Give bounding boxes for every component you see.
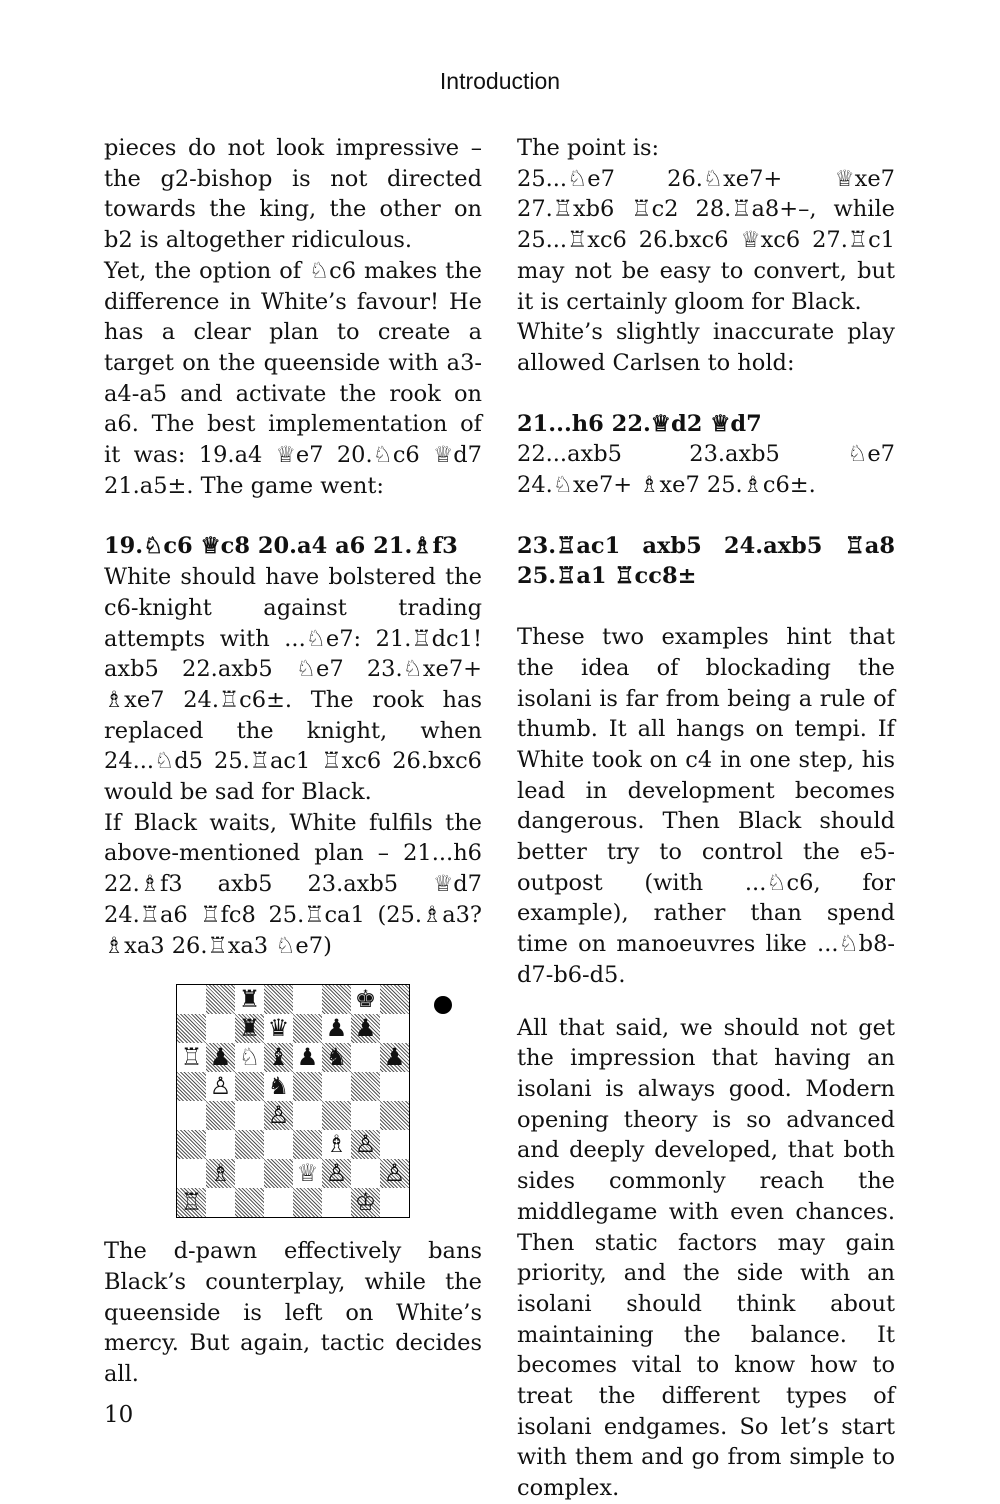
square-h7 xyxy=(380,1014,409,1043)
square-e1 xyxy=(293,1188,322,1217)
square-d7 xyxy=(264,1014,293,1043)
square-h6 xyxy=(380,1043,409,1072)
square-g4 xyxy=(351,1101,380,1130)
move-heading: 23.♖ac1 axb5 24.axb5 ♖a8 25.♖a1 ♖cc8± xyxy=(517,532,895,590)
running-header: Introduction xyxy=(439,68,561,94)
paragraph: 25...♘e7 26.♘xe7+ ♕xe7 27.♖xb6 ♖c2 28.♖a8+–, while 25...♖xc6 26.bxc6 ♕xc6 27.♖c1 may not be easy to convert, but it is certainly gloom for Black. xyxy=(517,165,895,315)
chess-piece-icon: ♙ xyxy=(325,1159,348,1188)
left-column xyxy=(104,133,482,1390)
square-h5 xyxy=(380,1072,409,1101)
square-f5 xyxy=(322,1072,351,1101)
square-b5 xyxy=(206,1072,235,1101)
square-c2 xyxy=(235,1159,264,1188)
square-e8 xyxy=(293,985,322,1014)
square-a8 xyxy=(177,985,206,1014)
square-a7 xyxy=(177,1014,206,1043)
square-g1 xyxy=(351,1188,380,1217)
square-e2 xyxy=(293,1159,322,1188)
paragraph: All that said, we should not get the impression that having an isolani is always good. Modern opening theory is so advanced and deeply developed, that both sides commonly reach the middlegame with even chances. Then static factors may gain priority, and the side with an isolani should think about maintaining the balance. It becomes vital to know how to treat the different types of isolani endgames. So let’s start with them and go from simple to complex. xyxy=(517,1014,895,1502)
square-h3 xyxy=(380,1130,409,1159)
paragraph: If Black waits, White fulfils the above-mentioned plan – 21...h6 22.♗f3 axb5 23.axb5 ♕d7 24.♖a6 ♖fc8 25.♖ca1 (25.♗a3? ♗xa3 26.♖xa3 ♘e7) xyxy=(104,809,482,959)
chess-board xyxy=(176,984,410,1218)
chess-diagram xyxy=(176,984,410,1218)
square-a2 xyxy=(177,1159,206,1188)
paragraph: White should have bolstered the c6-knight against trading attempts with ...♘e7: 21.♖dc1! axb5 22.axb5 ♘e7 23.♘xe7+ ♗xe7 24.♖c6±. The rook has replaced the knight, when 24...♘d5 25.♖ac1 ♖xc6 26.bxc6 would be sad for Black. xyxy=(104,564,482,806)
square-h1 xyxy=(380,1188,409,1217)
paragraph: White’s slightly inaccurate play allowed Carlsen to hold: xyxy=(517,319,895,376)
chess-piece-icon: ♗ xyxy=(209,1159,232,1188)
square-c7 xyxy=(235,1014,264,1043)
square-g6 xyxy=(351,1043,380,1072)
square-d6 xyxy=(264,1043,293,1072)
paragraph: The point is: xyxy=(517,135,660,161)
square-b6 xyxy=(206,1043,235,1072)
chess-piece-icon: ♟ xyxy=(325,1014,348,1043)
paragraph: The d-pawn effectively bans Black’s counterplay, while the queenside is left on White’s mercy. But again, tactic decides all. xyxy=(104,1238,482,1388)
square-g2 xyxy=(351,1159,380,1188)
chess-piece-icon: ♟ xyxy=(209,1043,232,1072)
square-a3 xyxy=(177,1130,206,1159)
chess-piece-icon: ♟ xyxy=(383,1043,406,1072)
square-c3 xyxy=(235,1130,264,1159)
square-a5 xyxy=(177,1072,206,1101)
square-d5 xyxy=(264,1072,293,1101)
move-heading: 19.♘c6 ♕c8 20.a4 a6 21.♗f3 xyxy=(104,533,458,560)
square-b8 xyxy=(206,985,235,1014)
chess-piece-icon: ♗ xyxy=(325,1130,348,1159)
chess-piece-icon: ♟ xyxy=(354,1014,377,1043)
square-g7 xyxy=(351,1014,380,1043)
square-d4 xyxy=(264,1101,293,1130)
paragraph: Yet, the option of ♘c6 makes the difference in White’s favour! He has a clear plan to create a target on the queenside with a3-a4-a5 and activate the rook on a6. The best implementation of it was: 19.a4 ♕e7 20.♘c6 ♕d7 21.a5±. The game went: xyxy=(104,257,482,499)
chess-piece-icon: ♕ xyxy=(296,1159,319,1188)
chess-piece-icon: ♙ xyxy=(209,1072,232,1101)
square-f8 xyxy=(322,985,351,1014)
square-a1 xyxy=(177,1188,206,1217)
black-to-move-icon xyxy=(434,996,452,1014)
square-e3 xyxy=(293,1130,322,1159)
square-e4 xyxy=(293,1101,322,1130)
square-h4 xyxy=(380,1101,409,1130)
square-h8 xyxy=(380,985,409,1014)
paragraph: 22...axb5 23.axb5 ♘e7 24.♘xe7+ ♗xe7 25.♗c6±. xyxy=(517,441,895,499)
chess-piece-icon: ♘ xyxy=(238,1043,261,1072)
square-d3 xyxy=(264,1130,293,1159)
square-h2 xyxy=(380,1159,409,1188)
square-d1 xyxy=(264,1188,293,1217)
chess-piece-icon: ♞ xyxy=(325,1043,348,1072)
square-c8 xyxy=(235,985,264,1014)
chess-piece-icon: ♜ xyxy=(238,1014,261,1043)
chess-piece-icon: ♖ xyxy=(180,1043,203,1072)
square-f7 xyxy=(322,1014,351,1043)
chess-piece-icon: ♙ xyxy=(354,1130,377,1159)
page-number: 10 xyxy=(104,1402,134,1428)
square-b4 xyxy=(206,1101,235,1130)
square-c1 xyxy=(235,1188,264,1217)
square-c5 xyxy=(235,1072,264,1101)
chess-piece-icon: ♙ xyxy=(267,1101,290,1130)
square-a4 xyxy=(177,1101,206,1130)
chess-piece-icon: ♔ xyxy=(354,1188,377,1217)
square-b3 xyxy=(206,1130,235,1159)
square-f3 xyxy=(322,1130,351,1159)
move-heading: 21...h6 22.♕d2 ♕d7 xyxy=(517,410,762,437)
square-d8 xyxy=(264,985,293,1014)
square-g5 xyxy=(351,1072,380,1101)
chess-piece-icon: ♙ xyxy=(383,1159,406,1188)
square-e7 xyxy=(293,1014,322,1043)
paragraph: pieces do not look impressive – the g2-bishop is not directed towards the king, the other on b2 is altogether ridiculous. xyxy=(104,135,482,254)
square-f4 xyxy=(322,1101,351,1130)
square-f1 xyxy=(322,1188,351,1217)
square-b1 xyxy=(206,1188,235,1217)
square-a6 xyxy=(177,1043,206,1072)
chess-piece-icon: ♚ xyxy=(354,985,377,1014)
chess-piece-icon: ♖ xyxy=(180,1188,203,1217)
square-f2 xyxy=(322,1159,351,1188)
square-b2 xyxy=(206,1159,235,1188)
square-d2 xyxy=(264,1159,293,1188)
square-c6 xyxy=(235,1043,264,1072)
square-g8 xyxy=(351,985,380,1014)
square-e6 xyxy=(293,1043,322,1072)
paragraph: These two examples hint that the idea of blockading the isolani is far from being a rule of thumb. It all hangs on tempi. If White took on c4 in one step, his lead in development becomes dangerous. Then Black should better try to control the e5-outpost (with ...♘c6, for example), rather than spend time on manoeuvres like ...♘b8-d7-b6-d5. xyxy=(517,624,895,988)
square-e5 xyxy=(293,1072,322,1101)
square-g3 xyxy=(351,1130,380,1159)
chess-piece-icon: ♞ xyxy=(267,1072,290,1101)
right-column xyxy=(517,133,895,1504)
square-c4 xyxy=(235,1101,264,1130)
square-b7 xyxy=(206,1014,235,1043)
chess-piece-icon: ♜ xyxy=(238,985,261,1014)
chess-piece-icon: ♛ xyxy=(267,1014,290,1043)
chess-piece-icon: ♟ xyxy=(296,1043,319,1072)
square-f6 xyxy=(322,1043,351,1072)
chess-piece-icon: ♝ xyxy=(267,1043,290,1072)
